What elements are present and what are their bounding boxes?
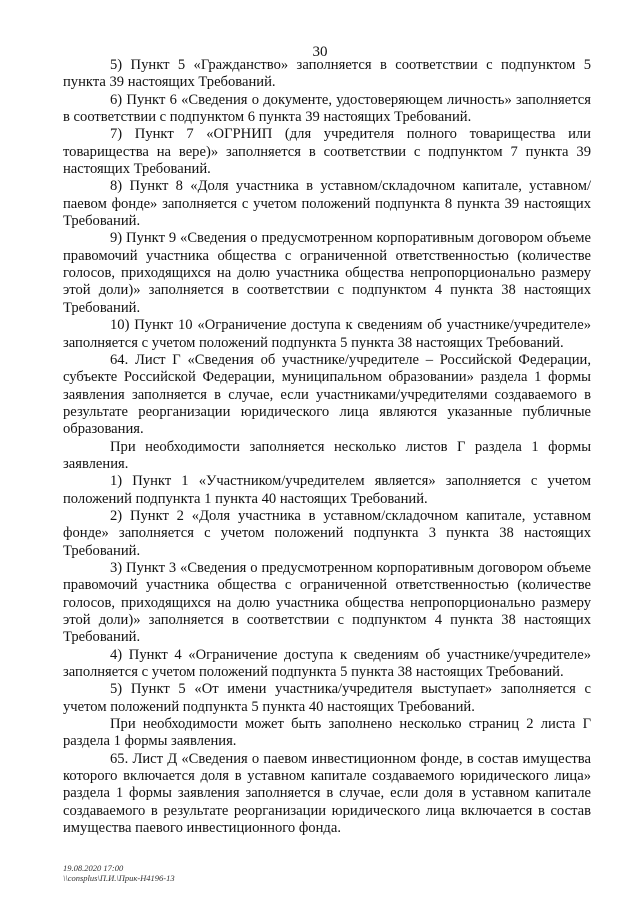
- page-number: 30: [312, 44, 328, 60]
- footer-timestamp: 19.08.2020 17:00: [63, 863, 124, 873]
- paragraph: 6) Пункт 6 «Сведения о документе, удостоверяющем личность» заполняется в соответствии с подпунктом 6 пункта 39 настоящих Требований.: [63, 91, 591, 126]
- footer-file-path: \\consplus\П.И.\Прик-Н4196-13: [63, 873, 175, 883]
- paragraph: 5) Пункт 5 «Гражданство» заполняется в соответствии с подпунктом 5 пункта 39 настоящих Требований.: [63, 57, 591, 91]
- document-footer: [63, 863, 175, 883]
- paragraph: 4) Пункт 4 «Ограничение доступа к сведениям об участнике/учредителе» заполняется с учетом положений подпункта 5 пункта 38 настоящих Требований.: [63, 646, 591, 681]
- document-body: [63, 57, 591, 837]
- paragraph: При необходимости может быть заполнено несколько страниц 2 листа Г раздела 1 формы заявления.: [63, 716, 591, 750]
- paragraph: 65. Лист Д «Сведения о паевом инвестиционном фонде, в состав имущества которого включается доля в уставном капитале создаваемого юридического лица» раздела 1 формы заявления заполняется в случае, если доля в уставном капитале создаваемого в результате реорганизации юридического лица включается в состав имущества паевого инвестиционного фонда.: [63, 750, 591, 837]
- paragraph: 9) Пункт 9 «Сведения о предусмотренном корпоративным договором объеме правомочий участника общества с ограниченной ответственностью (количестве голосов, приходящихся на долю участника общества непропорционально размеру этой доли)» заполняется в соответствии с подпунктом 4 пункта 38 настоящих Требований.: [63, 230, 591, 316]
- paragraph: 1) Пункт 1 «Участником/учредителем является» заполняется с учетом положений подпункта 1 пункта 40 настоящих Требований.: [63, 473, 591, 507]
- paragraph: 8) Пункт 8 «Доля участника в уставном/складочном капитале, уставном/паевом фонде» заполняется с учетом положений подпункта 8 пункта 39 настоящих Требований.: [63, 178, 591, 230]
- paragraph: 64. Лист Г «Сведения об участнике/учредителе – Российской Федерации, субъекте Российской Федерации, муниципальном образовании» раздела 1 формы заявления заполняется в случае, если участниками/учредителями создаваемого в результате реорганизации юридического лица являются указанные публичные образования.: [63, 351, 591, 438]
- paragraph: 3) Пункт 3 «Сведения о предусмотренном корпоративным договором объеме правомочий участника общества с ограниченной ответственностью (количестве голосов, приходящихся на долю участника общества непропорционально размеру этой доли)» заполняется в соответствии с подпунктом 4 пункта 38 настоящих Требований.: [63, 559, 591, 646]
- paragraph: При необходимости заполняется несколько листов Г раздела 1 формы заявления.: [63, 438, 591, 472]
- paragraph: 7) Пункт 7 «ОГРНИП (для учредителя полного товарищества или товарищества на вере)» заполняется в соответствии с подпунктом 7 пункта 39 настоящих Требований.: [63, 126, 591, 178]
- paragraph: 2) Пункт 2 «Доля участника в уставном/складочном капитале, уставном фонде» заполняется с учетом положений подпункта 3 пункта 38 настоящих Требований.: [63, 507, 591, 559]
- paragraph: 5) Пункт 5 «От имени участника/учредителя выступает» заполняется с учетом положений подпункта 5 пункта 40 настоящих Требований.: [63, 681, 591, 715]
- paragraph: 10) Пункт 10 «Ограничение доступа к сведениям об участнике/учредителе» заполняется с учетом положений подпункта 5 пункта 38 настоящих Требований.: [63, 317, 591, 351]
